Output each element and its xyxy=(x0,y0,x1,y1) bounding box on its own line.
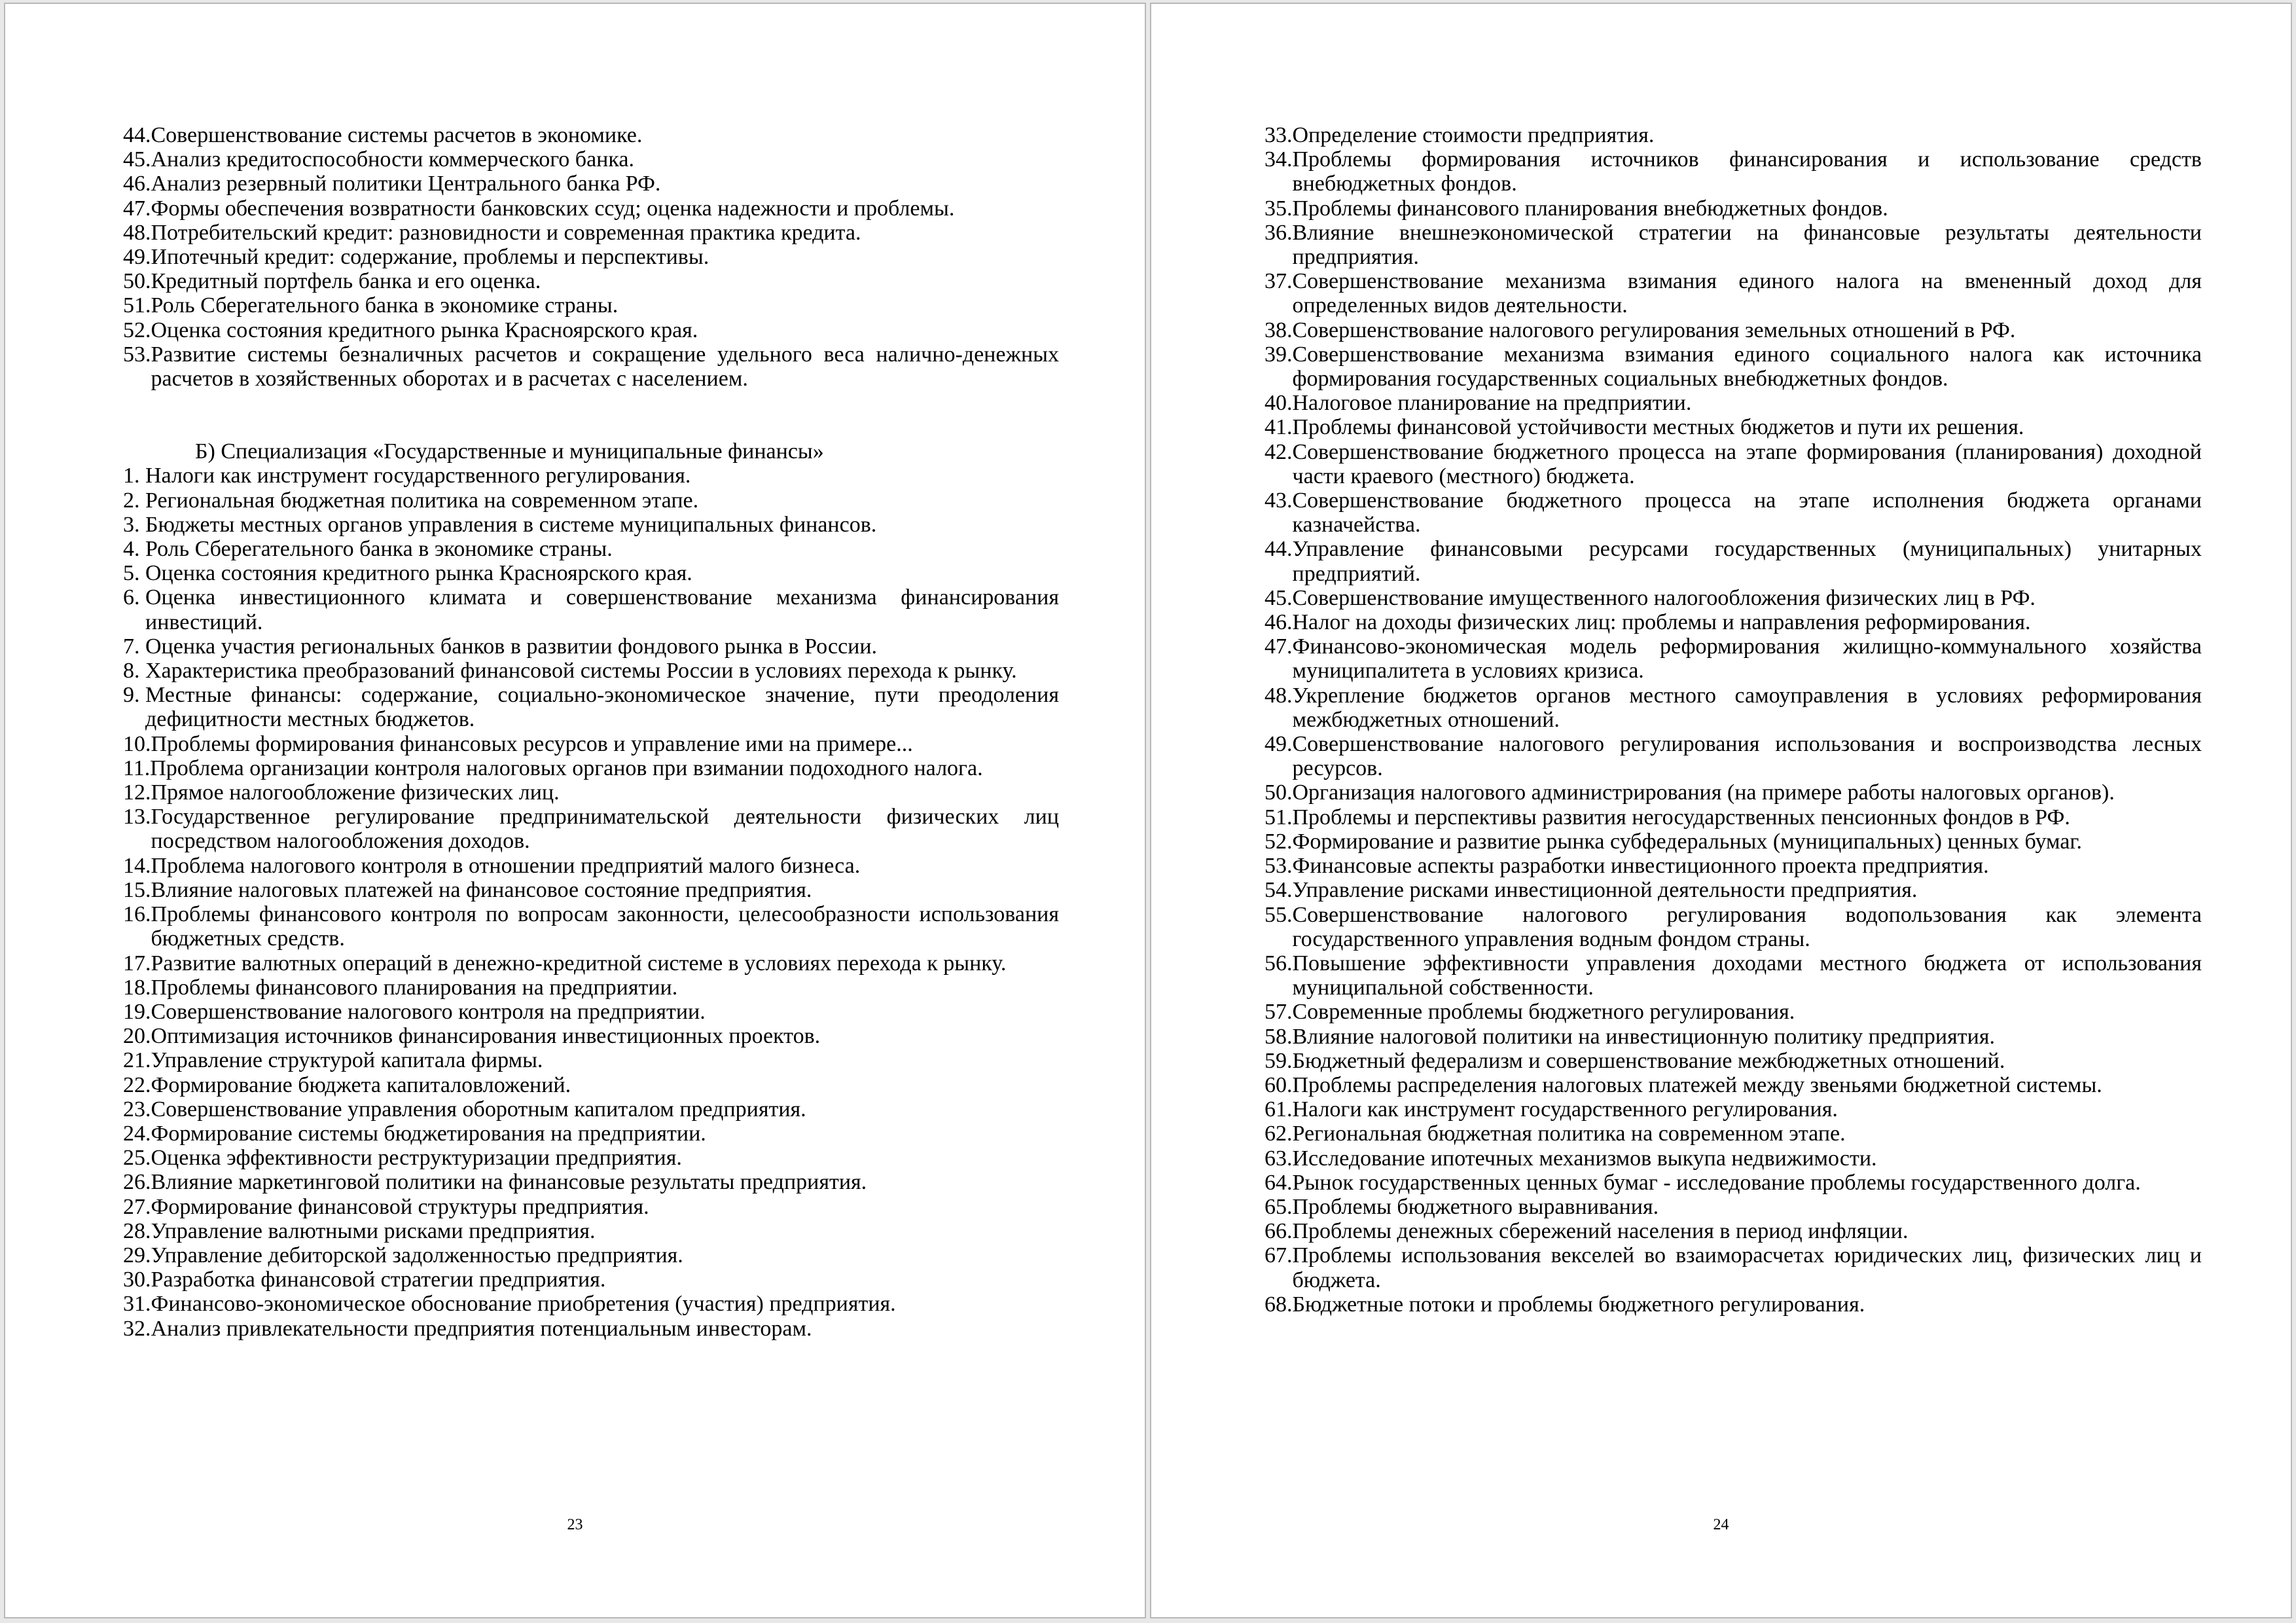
item-number: 31. xyxy=(123,1292,151,1317)
item-number: 54. xyxy=(1265,878,1293,903)
item-text: Проблемы финансовой устойчивости местных бюджетов и пути их решения. xyxy=(1292,415,2024,440)
item-number: 6. xyxy=(123,585,145,610)
item-text: Бюджеты местных органов управления в системе муниципальных финансов. xyxy=(145,512,877,537)
list-item xyxy=(123,805,1059,853)
item-number: 50. xyxy=(1265,780,1293,805)
item-number: 24. xyxy=(123,1121,151,1146)
item-text: Бюджетные потоки и проблемы бюджетного регулирования. xyxy=(1292,1292,1865,1317)
list-item xyxy=(1265,1195,2202,1219)
item-text: Роль Сберегательного банка в экономике страны. xyxy=(151,293,619,318)
item-number: 16. xyxy=(123,902,151,927)
item-text: Формирование и развитие рынка субфедеральных (муниципальных) ценных бумаг. xyxy=(1292,829,2083,854)
page-number: 24 xyxy=(1713,1516,1729,1533)
item-number: 28. xyxy=(123,1218,151,1243)
item-text: Совершенствование управления оборотным капиталом предприятия. xyxy=(151,1097,806,1122)
item-text: Оценка участия региональных банков в развитии фондового рынка в России. xyxy=(145,634,878,659)
list-item xyxy=(1265,488,2202,537)
item-number: 48. xyxy=(123,220,151,245)
item-number: 9. xyxy=(123,683,145,708)
item-text: Потребительский кредит: разновидности и современная практика кредита. xyxy=(151,220,861,245)
list-item xyxy=(123,878,1059,902)
item-number: 39. xyxy=(1265,342,1293,367)
item-text: Характеристика преобразований финансовой системы России в условиях перехода к рынку. xyxy=(145,659,1017,684)
item-text: Развитие системы безналичных расчетов и сокращение удельного веса налично-денежных расчетов в хозяйственных оборотах и в расчетах с населением. xyxy=(151,342,1059,392)
list-item xyxy=(123,1024,1059,1048)
item-number: 36. xyxy=(1265,220,1293,245)
item-text: Управление рисками инвестиционной деятельности предприятия. xyxy=(1292,878,1918,903)
list-item xyxy=(1265,780,2202,805)
item-number: 12. xyxy=(123,780,151,805)
item-text: Проблема организации контроля налоговых органов при взимании подоходного налога. xyxy=(150,756,983,780)
item-text: Совершенствование системы расчетов в экономике. xyxy=(151,123,643,147)
item-text: Управление валютными рисками предприятия. xyxy=(151,1218,596,1243)
list-item xyxy=(123,1048,1059,1072)
item-number: 52. xyxy=(1265,829,1293,854)
list-item xyxy=(123,561,1059,585)
item-number: 21. xyxy=(123,1048,151,1073)
list-item xyxy=(1265,805,2202,830)
list-item xyxy=(123,172,1059,196)
list-item xyxy=(1265,391,2202,415)
item-text: Влияние налоговой политики на инвестиционную политику предприятия. xyxy=(1292,1024,1995,1049)
list-item xyxy=(123,488,1059,513)
item-number: 49. xyxy=(123,245,151,270)
item-number: 43. xyxy=(1265,488,1293,513)
list-item xyxy=(123,756,1059,780)
item-number: 61. xyxy=(1265,1097,1293,1122)
item-number: 56. xyxy=(1265,951,1293,976)
page-number: 23 xyxy=(567,1516,583,1533)
list-item xyxy=(123,659,1059,683)
list-item xyxy=(123,513,1059,537)
item-text: Совершенствование налогового регулирования земельных отношений в РФ. xyxy=(1292,318,2016,342)
list-item xyxy=(123,464,1059,488)
item-text: Формирование системы бюджетирования на предприятии. xyxy=(151,1121,706,1146)
list-item xyxy=(123,1195,1059,1219)
item-number: 51. xyxy=(123,293,151,318)
item-number: 64. xyxy=(1265,1170,1293,1195)
item-number: 52. xyxy=(123,318,151,342)
item-number: 26. xyxy=(123,1170,151,1195)
item-text: Проблемы использования векселей во взаиморасчетах юридических лиц, физических лиц и бюджета. xyxy=(1292,1243,2202,1292)
topic-list-specialization xyxy=(123,464,1059,1340)
item-number: 5. xyxy=(123,561,145,586)
item-text: Оценка состояния кредитного рынка Красноярского края. xyxy=(151,318,698,342)
item-text: Формы обеспечения возвратности банковских ссуд; оценка надежности и проблемы. xyxy=(151,196,955,221)
item-number: 45. xyxy=(123,147,151,172)
left-page-content xyxy=(123,123,1059,1341)
item-number: 15. xyxy=(123,877,151,902)
item-text: Финансовые аспекты разработки инвестиционного проекта предприятия. xyxy=(1292,854,1989,879)
list-item xyxy=(123,1000,1059,1024)
list-item xyxy=(1265,732,2202,780)
item-text: Совершенствование имущественного налогообложения физических лиц в РФ. xyxy=(1292,585,2036,610)
item-text: Проблемы денежных сбережений населения в период инфляции. xyxy=(1292,1219,1909,1244)
item-text: Проблемы финансового планирования внебюджетных фондов. xyxy=(1292,196,1888,221)
item-text: Оптимизация источников финансирования инвестиционных проектов. xyxy=(151,1024,821,1049)
item-number: 29. xyxy=(123,1243,151,1267)
item-text: Роль Сберегательного банка в экономике страны. xyxy=(145,537,613,562)
list-item xyxy=(1265,342,2202,391)
item-text: Налоговое планирование на предприятии. xyxy=(1292,391,1692,416)
item-number: 68. xyxy=(1265,1292,1293,1317)
item-text: Совершенствование налогового контроля на предприятии. xyxy=(151,999,706,1024)
item-text: Региональная бюджетная политика на современном этапе. xyxy=(1292,1122,1846,1146)
item-text: Совершенствование налогового регулирования использования и воспроизводства лесных ресурсов. xyxy=(1292,732,2202,781)
item-text: Оценка эффективности реструктуризации предприятия. xyxy=(151,1146,682,1171)
item-number: 57. xyxy=(1265,1000,1293,1025)
list-item xyxy=(1265,903,2202,951)
list-item xyxy=(123,1170,1059,1194)
list-item xyxy=(1265,1292,2202,1317)
section-gap xyxy=(123,391,1059,439)
list-item xyxy=(123,221,1059,245)
item-text: Укрепление бюджетов органов местного самоуправления в условиях реформирования межбюджетных отношений. xyxy=(1292,683,2202,732)
item-text: Управление дебиторской задолженностью предприятия. xyxy=(151,1243,683,1267)
item-text: Совершенствование механизма взимания единого налога на вмененный доход для определенных видов деятельности. xyxy=(1292,269,2202,318)
item-number: 30. xyxy=(123,1267,151,1292)
item-number: 44. xyxy=(123,123,151,147)
item-text: Совершенствование механизма взимания единого социального налога как источника формирования государственных социальных внебюджетных фондов. xyxy=(1292,342,2202,392)
item-number: 65. xyxy=(1265,1194,1293,1219)
item-number: 23. xyxy=(123,1097,151,1122)
item-text: Налог на доходы физических лиц: проблемы и направления реформирования. xyxy=(1292,610,2031,635)
item-number: 62. xyxy=(1265,1122,1293,1146)
list-item xyxy=(123,732,1059,756)
item-number: 34. xyxy=(1265,147,1293,172)
item-text: Финансово-экономическая модель реформирования жилищно-коммунального хозяйства муниципалитета в условиях кризиса. xyxy=(1292,634,2202,684)
list-item xyxy=(123,1243,1059,1267)
list-item xyxy=(123,147,1059,172)
item-text: Управление структурой капитала фирмы. xyxy=(151,1048,543,1073)
item-number: 41. xyxy=(1265,415,1293,440)
list-item xyxy=(1265,1073,2202,1097)
item-number: 32. xyxy=(123,1316,151,1341)
item-text: Влияние внешнеэкономической стратегии на финансовые результаты деятельности предприятия. xyxy=(1292,220,2202,270)
list-item xyxy=(1265,415,2202,439)
item-number: 2. xyxy=(123,488,145,513)
list-item xyxy=(123,1292,1059,1316)
item-number: 7. xyxy=(123,634,145,659)
list-item xyxy=(123,342,1059,391)
list-item xyxy=(123,269,1059,293)
list-item xyxy=(1265,1146,2202,1171)
item-text: Проблемы финансового контроля по вопросам законности, целесообразности использования бюджетных средств. xyxy=(151,902,1059,951)
list-item xyxy=(1265,634,2202,683)
list-item xyxy=(1265,854,2202,878)
item-text: Проблема налогового контроля в отношении предприятий малого бизнеса. xyxy=(151,853,861,878)
item-text: Формирование бюджета капиталовложений. xyxy=(151,1072,571,1097)
list-item xyxy=(1265,586,2202,610)
item-number: 58. xyxy=(1265,1024,1293,1049)
item-number: 8. xyxy=(123,659,145,684)
item-text: Совершенствование бюджетного процесса на этапе исполнения бюджета органами казначейства. xyxy=(1292,488,2202,538)
item-text: Анализ привлекательности предприятия потенциальным инвесторам. xyxy=(151,1316,812,1341)
item-text: Анализ кредитоспособности коммерческого банка. xyxy=(151,147,634,172)
item-text: Бюджетный федерализм и совершенствование межбюджетных отношений. xyxy=(1292,1048,2005,1073)
topic-list-specialization-continued xyxy=(1265,123,2202,1317)
list-item xyxy=(1265,1000,2202,1024)
list-item xyxy=(123,780,1059,805)
item-text: Организация налогового администрирования (на примере работы налоговых органов). xyxy=(1292,780,2115,805)
item-number: 4. xyxy=(123,537,145,562)
item-text: Формирование финансовой структуры предприятия. xyxy=(151,1194,649,1219)
right-page xyxy=(1150,3,2292,1618)
item-text: Анализ резервный политики Центрального банка РФ. xyxy=(151,172,661,196)
item-text: Совершенствование бюджетного процесса на этапе формирования (планирования) доходной части краевого (местного) бюджета. xyxy=(1292,439,2202,488)
list-item xyxy=(1265,537,2202,585)
list-item xyxy=(1265,830,2202,854)
list-item xyxy=(1265,1049,2202,1073)
item-text: Влияние налоговых платежей на финансовое состояние предприятия. xyxy=(151,877,812,902)
list-item xyxy=(123,634,1059,659)
list-item xyxy=(1265,440,2202,488)
item-text: Проблемы формирования источников финансирования и использование средств внебюджетных фондов. xyxy=(1292,147,2202,196)
item-text: Совершенствование налогового регулирования водопользования как элемента государственного управления водным фондом страны. xyxy=(1292,902,2202,951)
topic-list-continued xyxy=(123,123,1059,391)
list-item xyxy=(123,1097,1059,1122)
item-text: Определение стоимости предприятия. xyxy=(1292,123,1655,147)
item-number: 11. xyxy=(123,756,151,780)
list-item xyxy=(1265,610,2202,634)
item-number: 55. xyxy=(1265,902,1293,927)
item-number: 25. xyxy=(123,1146,151,1171)
item-text: Оценка состояния кредитного рынка Красноярского края. xyxy=(145,561,692,586)
list-item xyxy=(123,1122,1059,1146)
item-number: 37. xyxy=(1265,269,1293,294)
item-text: Исследование ипотечных механизмов выкупа недвижимости. xyxy=(1292,1146,1877,1171)
item-number: 60. xyxy=(1265,1072,1293,1097)
item-number: 53. xyxy=(123,342,151,367)
item-number: 33. xyxy=(1265,123,1293,147)
list-item xyxy=(123,683,1059,731)
item-text: Современные проблемы бюджетного регулирования. xyxy=(1292,1000,1795,1025)
item-number: 40. xyxy=(1265,391,1293,416)
left-page xyxy=(4,3,1146,1618)
list-item xyxy=(1265,1122,2202,1146)
item-number: 53. xyxy=(1265,854,1293,879)
item-number: 38. xyxy=(1265,318,1293,342)
item-number: 46. xyxy=(1265,610,1293,635)
item-text: Оценка инвестиционного климата и совершенствование механизма финансирования инвестиций. xyxy=(145,585,1059,634)
item-text: Налоги как инструмент государственного регулирования. xyxy=(145,464,691,488)
section-heading: Б) Специализация «Государственные и муниципальные финансы» xyxy=(195,439,824,464)
item-number: 47. xyxy=(1265,634,1293,659)
item-number: 17. xyxy=(123,951,151,976)
list-item xyxy=(123,293,1059,318)
list-item xyxy=(1265,147,2202,196)
item-number: 44. xyxy=(1265,537,1293,562)
list-item xyxy=(123,976,1059,1000)
list-item xyxy=(123,1146,1059,1170)
list-item xyxy=(123,196,1059,221)
list-item xyxy=(123,951,1059,976)
item-text: Развитие валютных операций в денежно-кредитной системе в условиях перехода к рынку. xyxy=(151,951,1007,976)
list-item xyxy=(1265,1097,2202,1122)
item-number: 35. xyxy=(1265,196,1293,221)
item-number: 51. xyxy=(1265,805,1293,830)
item-text: Рынок государственных ценных бумаг - исследование проблемы государственного долга. xyxy=(1292,1170,2141,1195)
item-number: 42. xyxy=(1265,439,1293,464)
list-item xyxy=(123,123,1059,147)
item-number: 50. xyxy=(123,269,151,294)
item-text: Налоги как инструмент государственного регулирования. xyxy=(1292,1097,1838,1122)
item-text: Финансово-экономическое обоснование приобретения (участия) предприятия. xyxy=(151,1292,896,1317)
item-number: 1. xyxy=(123,464,145,488)
list-item xyxy=(1265,684,2202,732)
list-item xyxy=(1265,318,2202,342)
item-text: Проблемы формирования финансовых ресурсов и управление ими на примере... xyxy=(151,731,913,756)
list-item xyxy=(123,318,1059,342)
item-number: 18. xyxy=(123,975,151,1000)
list-item xyxy=(1265,1243,2202,1292)
item-text: Местные финансы: содержание, социально-экономическое значение, пути преодоления дефицитности местных бюджетов. xyxy=(145,683,1059,732)
item-number: 45. xyxy=(1265,585,1293,610)
list-item xyxy=(123,1317,1059,1341)
list-item xyxy=(1265,951,2202,1000)
list-item xyxy=(1265,123,2202,147)
item-text: Прямое налогообложение физических лиц. xyxy=(151,780,560,805)
list-item xyxy=(123,854,1059,878)
item-number: 49. xyxy=(1265,732,1293,757)
list-item xyxy=(123,245,1059,269)
item-text: Повышение эффективности управления доходами местного бюджета от использования муниципальной собственности. xyxy=(1292,951,2202,1000)
item-number: 14. xyxy=(123,853,151,878)
item-number: 48. xyxy=(1265,683,1293,708)
item-text: Влияние маркетинговой политики на финансовые результаты предприятия. xyxy=(151,1170,867,1195)
item-text: Региональная бюджетная политика на современном этапе. xyxy=(145,488,699,513)
item-text: Проблемы бюджетного выравнивания. xyxy=(1292,1194,1659,1219)
list-item xyxy=(123,1267,1059,1292)
right-page-content xyxy=(1265,123,2202,1317)
list-item xyxy=(1265,1025,2202,1049)
item-text: Ипотечный кредит: содержание, проблемы и перспективы. xyxy=(151,245,709,270)
list-item xyxy=(1265,196,2202,221)
list-item xyxy=(1265,1171,2202,1195)
list-item xyxy=(123,1073,1059,1097)
list-item xyxy=(123,585,1059,634)
item-number: 47. xyxy=(123,196,151,221)
item-number: 27. xyxy=(123,1194,151,1219)
item-text: Государственное регулирование предпринимательской деятельности физических лиц посредством налогообложения доходов. xyxy=(151,805,1059,854)
item-text: Управление финансовыми ресурсами государственных (муниципальных) унитарных предприятий. xyxy=(1292,537,2202,586)
list-item xyxy=(1265,1219,2202,1243)
item-text: Разработка финансовой стратегии предприятия. xyxy=(151,1267,606,1292)
item-number: 22. xyxy=(123,1072,151,1097)
item-text: Проблемы финансового планирования на предприятии. xyxy=(151,975,678,1000)
list-item xyxy=(1265,221,2202,269)
item-number: 20. xyxy=(123,1024,151,1049)
item-number: 63. xyxy=(1265,1146,1293,1171)
item-number: 67. xyxy=(1265,1243,1293,1268)
item-number: 66. xyxy=(1265,1219,1293,1244)
item-number: 19. xyxy=(123,999,151,1024)
item-number: 46. xyxy=(123,172,151,196)
list-item xyxy=(123,1219,1059,1243)
list-item xyxy=(1265,269,2202,318)
item-number: 59. xyxy=(1265,1048,1293,1073)
item-text: Кредитный портфель банка и его оценка. xyxy=(151,269,541,294)
item-number: 3. xyxy=(123,512,145,537)
item-number: 13. xyxy=(123,805,151,830)
list-item xyxy=(123,537,1059,561)
item-text: Проблемы распределения налоговых платежей между звеньями бюджетной системы. xyxy=(1292,1072,2102,1097)
list-item xyxy=(1265,878,2202,902)
item-number: 10. xyxy=(123,731,151,756)
list-item xyxy=(123,902,1059,951)
item-text: Проблемы и перспективы развития негосударственных пенсионных фондов в РФ. xyxy=(1292,805,2070,830)
